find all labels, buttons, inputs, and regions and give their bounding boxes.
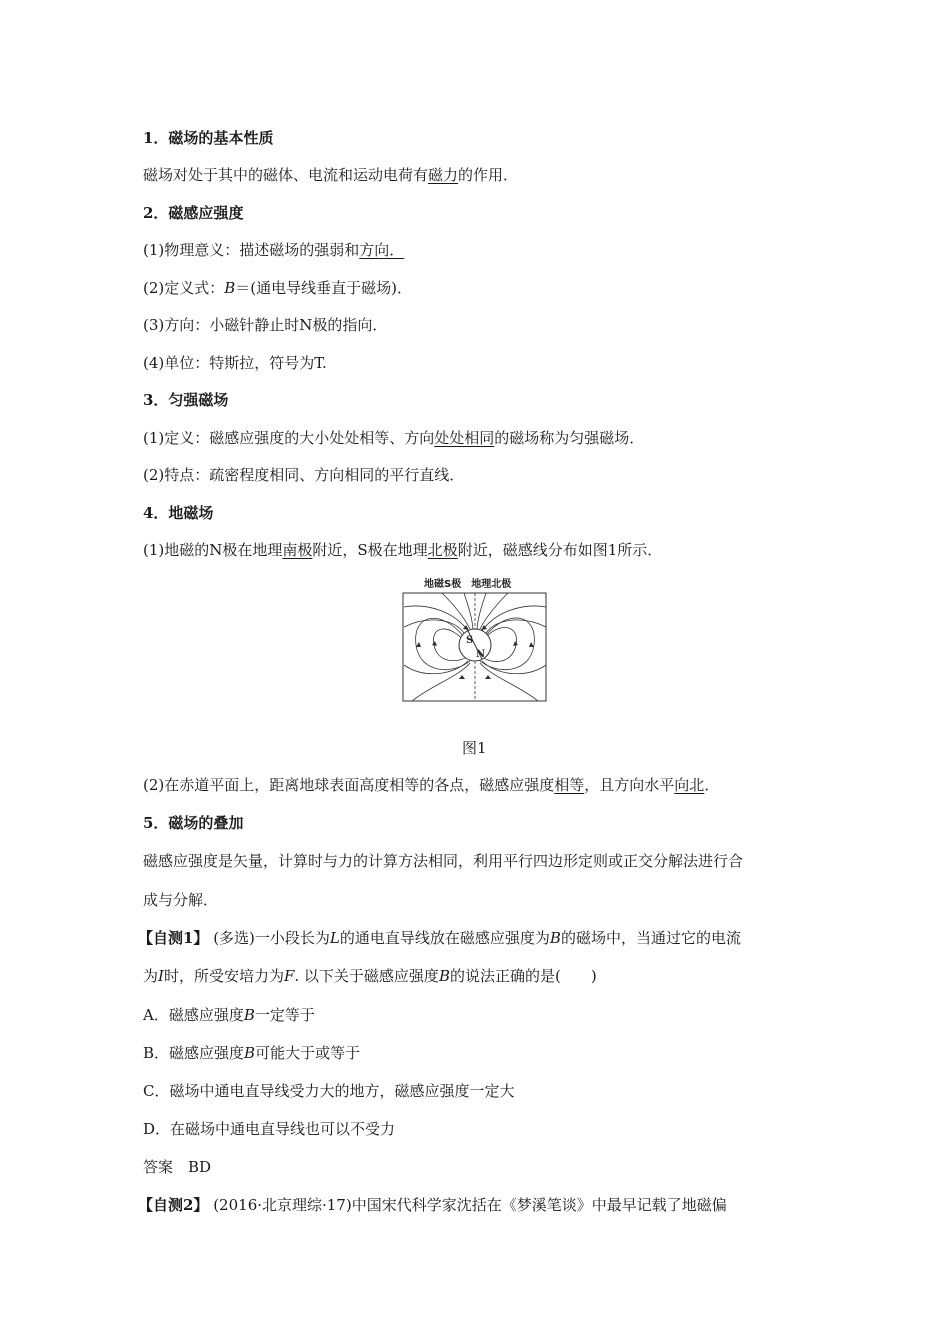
option-d: D．在磁场中通电直导线也可以不受力 (143, 1120, 396, 1138)
figure-label: 地磁S极 地理北极 (424, 579, 512, 590)
option-b: B．磁感应强度B可能大于或等于 (143, 1044, 361, 1062)
section-3-line-1: (1)定义：磁感应强度的大小处处相等、方向处处相同的磁场称为匀强磁场． (143, 429, 645, 447)
section-4-line-1: (1)地磁的N极在地理南极附近，S极在地理北极附近，磁感线分布如图1所示． (143, 541, 663, 559)
section-2-line-1: (1)物理意义：描述磁场的强弱和方向． (143, 241, 405, 259)
section-1-title: 1．磁场的基本性质 (143, 129, 274, 147)
section-5-line-1: 磁感应强度是矢量，计算时与力的计算方法相同，利用平行四边形定则或正交分解法进行合 (143, 852, 744, 870)
section-2-line-4: (4)单位：特斯拉，符号为T. (143, 354, 327, 372)
section-4-title: 4．地磁场 (143, 504, 214, 522)
pole-s-label: S (466, 635, 474, 646)
section-5-line-2: 成与分解． (143, 891, 219, 909)
answer-1: 答案 BD (143, 1158, 212, 1176)
option-c: C．磁场中通电直导线受力大的地方，磁感应强度一定大 (143, 1082, 515, 1100)
section-5-title: 5．磁场的叠加 (143, 814, 244, 832)
option-a: A．磁感应强度B一定等于 (143, 1006, 315, 1024)
question-2-line-1: 【自测2】 (2016·北京理综·17)中国宋代科学家沈括在《梦溪笔谈》中最早记载了地磁偏 (138, 1196, 727, 1214)
question-1-line-2: 为I时，所受安培力为F. 以下关于磁感应强度B的说法正确的是( ) (143, 967, 597, 985)
figure-caption: 图1 (462, 739, 487, 757)
section-2-line-3: (3)方向：小磁针静止时N极的指向． (143, 316, 388, 334)
section-3-title: 3．匀强磁场 (143, 391, 229, 409)
section-4-line-2: (2)在赤道平面上，距离地球表面高度相等的各点，磁感应强度相等，且方向水平向北． (143, 776, 720, 794)
question-1-line-1: 【自测1】 (多选)一小段长为L的通电直导线放在磁感应强度为B的磁场中，当通过它的电流 (138, 929, 741, 947)
section-1-text: 磁场对处于其中的磁体、电流和运动电荷有磁力的作用． (143, 166, 519, 184)
section-2-line-2: (2)定义式：B＝(通电导线垂直于磁场)． (143, 279, 412, 297)
section-3-line-2: (2)特点：疏密程度相同、方向相同的平行直线． (143, 466, 465, 484)
pole-n-label: N (476, 649, 486, 660)
section-2-title: 2．磁感应强度 (143, 204, 244, 222)
geomagnetic-field-figure (402, 575, 548, 703)
